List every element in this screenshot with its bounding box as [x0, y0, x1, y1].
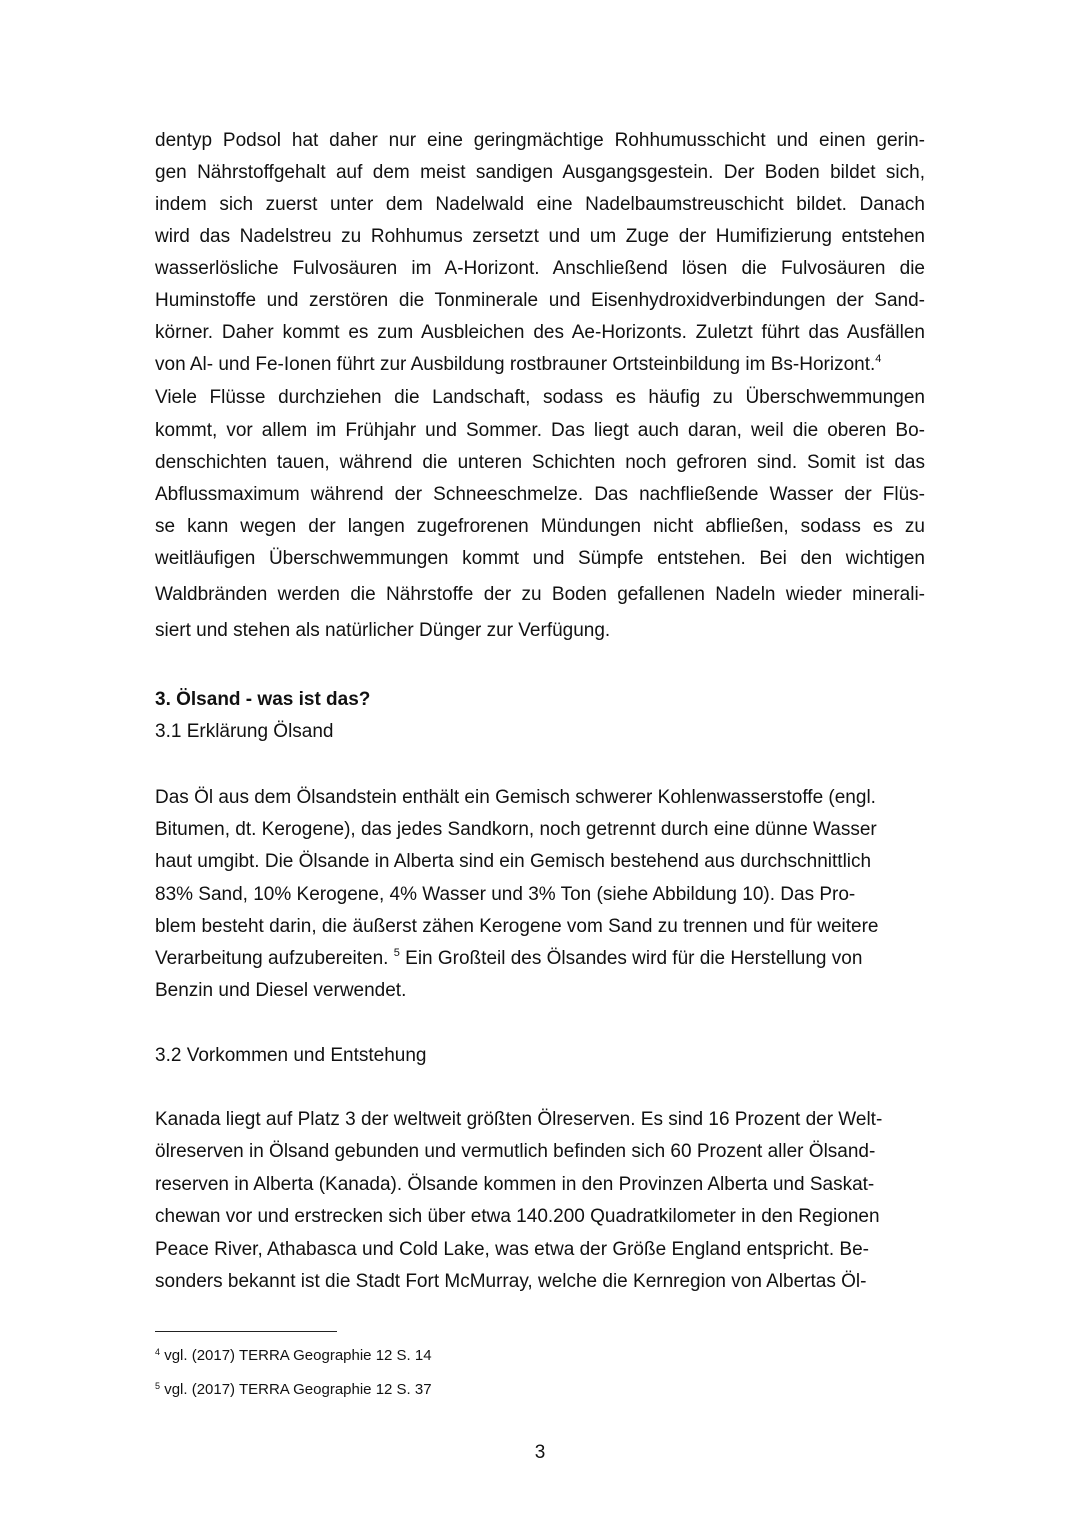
text-line: Benzin und Diesel verwendet. — [155, 980, 407, 1001]
subsection-heading: 3.2 Vorkommen und Entstehung — [155, 1045, 427, 1066]
footnote — [155, 1347, 432, 1365]
text-line: körner. Daher kommt es zum Ausbleichen des Ae-Horizonts. Zuletzt führt das Ausfällen — [155, 322, 925, 343]
text-line: gen Nährstoffgehalt auf dem meist sandigen Ausgangsgestein. Der Boden bildet sich, — [155, 162, 925, 183]
text-line — [155, 948, 925, 970]
text-line: sonders bekannt ist die Stadt Fort McMurray, welche die Kernregion von Albertas Öl- — [155, 1271, 867, 1292]
text-line: denschichten tauen, während die unteren Schichten noch gefroren sind. Somit ist das — [155, 452, 925, 473]
text-line: 83% Sand, 10% Kerogene, 4% Wasser und 3% Ton (siehe Abbildung 10). Das Pro- — [155, 884, 856, 905]
text-line: wird das Nadelstreu zu Rohhumus zersetzt und um Zuge der Humifizierung entstehen — [155, 226, 925, 247]
text-line: dentyp Podsol hat daher nur eine geringmächtige Rohhumusschicht und einen gerin- — [155, 130, 925, 151]
text-line: Peace River, Athabasca und Cold Lake, was etwa der Größe England entspricht. Be- — [155, 1239, 869, 1260]
text-line: haut umgibt. Die Ölsande in Alberta sind ein Gemisch bestehend aus durchschnittlich — [155, 851, 872, 872]
footnote-number: 4 — [155, 1347, 161, 1357]
text-line: ölreserven in Ölsand gebunden und vermutlich befinden sich 60 Prozent aller Ölsand- — [155, 1141, 876, 1162]
footnote-text: vgl. (2017) TERRA Geographie 12 S. 14 — [164, 1347, 432, 1364]
footnote — [155, 1381, 432, 1399]
text-span: Verarbeitung aufzubereiten. — [155, 948, 389, 969]
text-line: weitläufigen Überschwemmungen kommt und Sümpfe entstehen. Bei den wichtigen — [155, 548, 925, 569]
text-line: Waldbränden werden die Nährstoffe der zu Boden gefallenen Nadeln wieder minerali- — [155, 584, 925, 605]
footnote-ref[interactable]: 4 — [875, 353, 882, 365]
text-line: Huminstoffe und zerstören die Tonminerale und Eisenhydroxidverbindungen der Sand- — [155, 290, 925, 311]
text-line: se kann wegen der langen zugefrorenen Mündungen nicht abfließen, sodass es zu — [155, 516, 925, 537]
text-line: chewan vor und erstrecken sich über etwa 140.200 Quadratkilometer in den Regionen — [155, 1206, 880, 1227]
text-line: reserven in Alberta (Kanada). Ölsande kommen in den Provinzen Alberta und Saskat- — [155, 1174, 875, 1195]
section-heading: 3. Ölsand - was ist das? — [155, 689, 371, 710]
text-line: wasserlösliche Fulvosäuren im A-Horizont. Anschließend lösen die Fulvosäuren die — [155, 258, 925, 279]
text-line — [155, 354, 925, 376]
text-span: Ein Großteil des Ölsandes wird für die Herstellung von — [405, 948, 863, 969]
footnote-divider — [155, 1331, 337, 1332]
text-line: Kanada liegt auf Platz 3 der weltweit größten Ölreserven. Es sind 16 Prozent der Welt- — [155, 1109, 883, 1130]
footnote-number: 5 — [155, 1381, 161, 1391]
text-line: Das Öl aus dem Ölsandstein enthält ein Gemisch schwerer Kohlenwasserstoffe (engl. — [155, 787, 876, 808]
text-line: Bitumen, dt. Kerogene), das jedes Sandkorn, noch getrennt durch eine dünne Wasser — [155, 819, 877, 840]
text-line: indem sich zuerst unter dem Nadelwald eine Nadelbaumstreuschicht bildet. Danach — [155, 194, 925, 215]
page-number: 3 — [534, 1442, 546, 1463]
footnote-ref[interactable]: 5 — [393, 947, 400, 959]
text-span: von Al- und Fe-Ionen führt zur Ausbildung rostbrauner Ortsteinbildung im Bs-Horizont. — [155, 354, 876, 375]
text-line: kommt, vor allem im Frühjahr und Sommer. Das liegt auch daran, weil die oberen Bo- — [155, 420, 925, 441]
text-line: Abflussmaximum während der Schneeschmelze. Das nachfließende Wasser der Flüs- — [155, 484, 925, 505]
footnote-text: vgl. (2017) TERRA Geographie 12 S. 37 — [164, 1381, 432, 1398]
subsection-heading: 3.1 Erklärung Ölsand — [155, 721, 334, 742]
text-line: siert und stehen als natürlicher Dünger zur Verfügung. — [155, 620, 611, 641]
text-line: blem besteht darin, die äußerst zähen Kerogene vom Sand zu trennen und für weitere — [155, 916, 879, 937]
text-line: Viele Flüsse durchziehen die Landschaft, sodass es häufig zu Überschwemmungen — [155, 387, 925, 408]
